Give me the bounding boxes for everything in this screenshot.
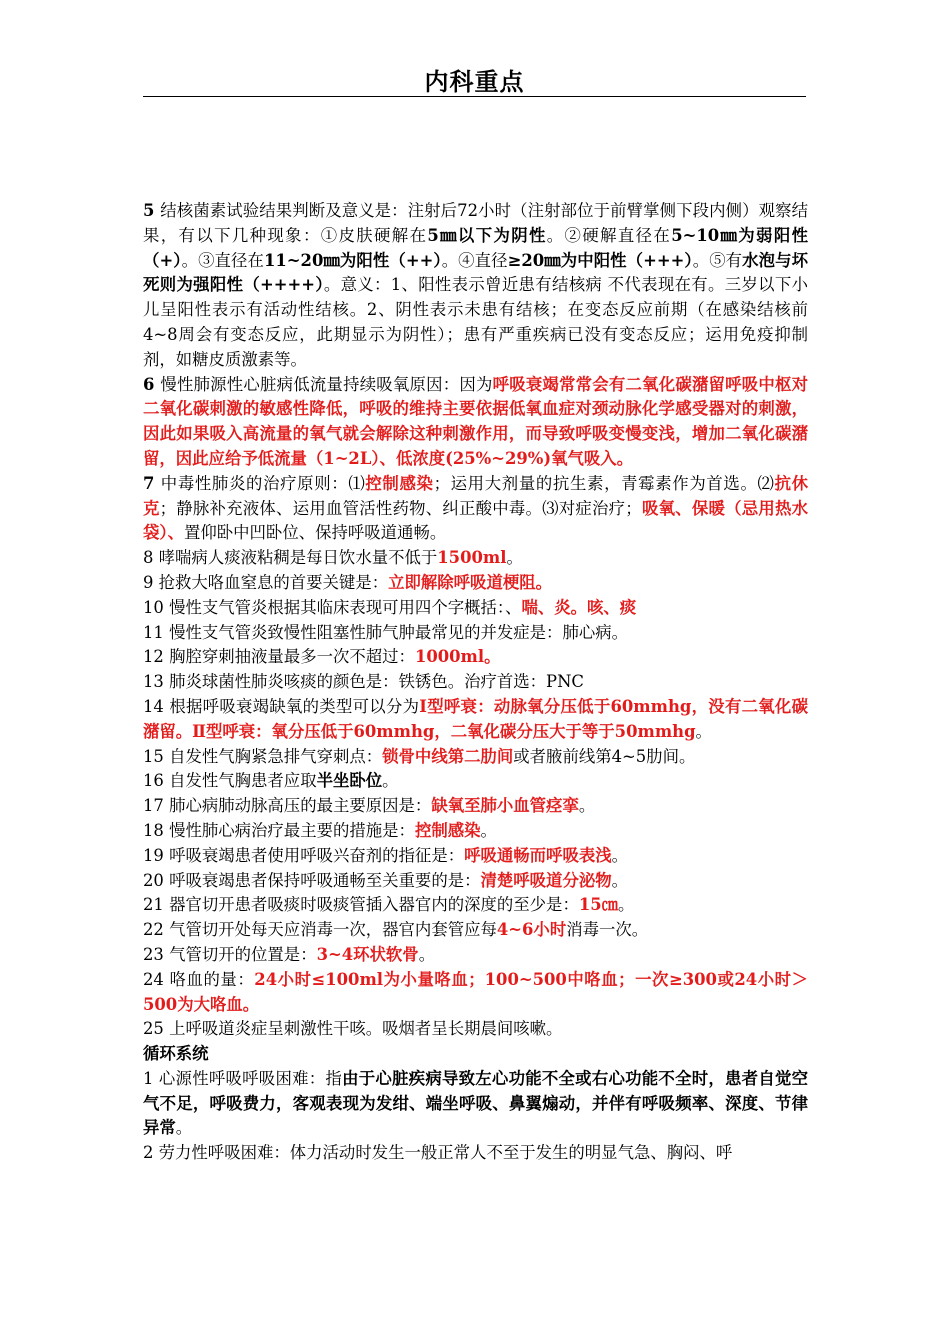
bold-text: 半坐卧位 (316, 771, 383, 791)
paragraph-text: 11 慢性支气管炎致慢性阻塞性肺气肿最常见的并发症是：肺心病。 (143, 622, 629, 642)
paragraph-text: 结核菌素试验结果判断及意义是：注射后72小时（注射部位于前臂掌侧下段内侧）观察结果，有以下几种现象：①皮肤硬解在 (143, 201, 808, 245)
paragraph-text: 。 (175, 1118, 193, 1138)
paragraph-text: 10 慢性支气管炎根据其临床表现可用四个字概括：、 (143, 597, 522, 617)
paragraph-text: 。 (578, 796, 596, 816)
bold-text: 5~10㎜为弱阳性（+） (143, 225, 808, 270)
paragraph-text: 消毒一次。 (566, 920, 649, 940)
paragraph-text: 12 胸腔穿刺抽液量最多一次不超过： (143, 647, 415, 667)
paragraph-text: 17 肺心病肺动脉高压的最主要原因是： (143, 796, 432, 816)
paragraph-text: 9 抢救大咯血窒息的首要关键是： (143, 572, 389, 592)
paragraph-text: 。 (618, 895, 635, 915)
paragraph (143, 1141, 808, 1166)
paragraph-text: 。 (480, 820, 497, 840)
bold-text: 由于心脏疾病导致左心功能不全或右心功能不全时，患者自觉空气不足，呼吸费力，客观表现为发绀、端坐呼吸、鼻翼煽动，并伴有呼吸频率、深度、节律异常 (143, 1068, 809, 1138)
highlighted-text: 抗休克 (143, 473, 809, 518)
bold-text: 6 (143, 374, 161, 394)
highlighted-text: 呼吸衰竭常常会有二氧化碳潴留呼吸中枢对二氧化碳刺激的敏感性降低，呼吸的维持主要依据低氧血症对颈动脉化学感受器对的刺激，因此如果吸入高流量的氧气就会解除这种刺激作用，而导致呼吸变慢变浅，增加二氧化碳潴留，因此应给予低流量（1~2L）、低浓度(25%~29%)氧气吸入。 (143, 374, 809, 468)
paragraph-text: 1 心源性呼吸呼吸困难：指 (143, 1068, 343, 1088)
paragraph (143, 819, 808, 844)
paragraph-text: 20 呼吸衰竭患者保持呼吸通畅至关重要的是： (143, 870, 481, 890)
bold-text: ≥20㎜为中阳性（+++） (507, 250, 693, 270)
bold-text: 5㎜以下为阴性 (427, 225, 547, 245)
paragraph-text: 。 (418, 944, 436, 964)
page-header (143, 58, 806, 97)
paragraph-text: 。 (611, 845, 629, 865)
paragraph-text: 15 自发性气胸紧急排气穿刺点： (143, 746, 383, 766)
page-title: 内科重点 (424, 68, 525, 96)
paragraph-text: 或者腋前线第4~5肋间。 (513, 746, 696, 766)
bold-text: 7 (143, 473, 161, 493)
paragraph-text: 25 上呼吸道炎症呈刺激性干咳。吸烟者呈长期晨间咳嗽。 (143, 1019, 563, 1039)
paragraph (143, 968, 808, 1018)
paragraph-text: 。③直径在 (181, 250, 264, 270)
document-body (143, 199, 808, 1166)
bold-text: 循环系统 (143, 1044, 209, 1064)
paragraph (143, 893, 808, 918)
paragraph-text: 。 (695, 721, 712, 741)
paragraph-text: 13 肺炎球菌性肺炎咳痰的颜色是：铁锈色。治疗首选：PNC (143, 672, 584, 692)
paragraph (143, 1042, 808, 1067)
highlighted-text: 喘、炎。咳、痰 (521, 597, 637, 617)
highlighted-text: 4~6小时 (496, 920, 567, 940)
highlighted-text: 吸氧、保暖（忌用热水袋）、 (143, 498, 809, 543)
paragraph (143, 1017, 808, 1042)
highlighted-text: 锁骨中线第二肋间 (382, 746, 514, 766)
paragraph (143, 199, 808, 373)
paragraph (143, 1067, 808, 1141)
paragraph (143, 869, 808, 894)
paragraph-text: 慢性肺源性心脏病低流量持续吸氧原因：因为 (160, 374, 493, 394)
paragraph (143, 571, 808, 596)
paragraph-text: 。 (506, 548, 523, 568)
highlighted-text: 24小时≤100ml为小量咯血；100~500中咯血；一次≥300或24小时＞500为大咯血。 (143, 969, 808, 1014)
paragraph-text: 2 劳力性呼吸困难：体力活动时发生一般正常人不至于发生的明显气急、胸闷、呼 (143, 1143, 733, 1163)
paragraph-text: 。②硬解直径在 (546, 225, 672, 245)
highlighted-text: 呼吸通畅而呼吸表浅 (464, 845, 612, 865)
highlighted-text: 15㎝ (578, 895, 619, 915)
highlighted-text: 立即解除呼吸道梗阻。 (388, 572, 553, 592)
paragraph (143, 943, 808, 968)
highlighted-text: 控制感染 (365, 473, 434, 493)
paragraph (143, 373, 808, 472)
paragraph (143, 621, 808, 646)
paragraph (143, 794, 808, 819)
paragraph (143, 695, 808, 745)
paragraph (143, 745, 808, 770)
paragraph-text: 。 (611, 870, 629, 890)
paragraph (143, 645, 808, 670)
paragraph-text: 置仰卧中凹卧位、保持呼吸道通畅。 (183, 523, 447, 543)
paragraph-text: 中毒性肺炎的治疗原则：⑴ (160, 473, 366, 493)
paragraph-text: ；静脉补充液体、运用血管活性药物、纠正酸中毒。⑶对症治疗； (159, 498, 642, 518)
paragraph-text: 24 咯血的量： (143, 969, 255, 989)
paragraph-text: 22 气管切开处每天应消毒一次，器官内套管应每 (143, 920, 497, 940)
paragraph-text: 23 气管切开的位置是： (143, 944, 317, 964)
highlighted-text: 3~4环状软骨 (316, 944, 419, 964)
paragraph-text: 。意义：1、阳性表示曾近患有结核病 不代表现在有。三岁以下小儿呈阳性表示有活动性结核。2、阴性表示未患有结核；在变态反应前期（在感染结核前4~8周会有变态反应，此期显示为阴性）；患有严重疾病已没有变态反应；运用免疫抑制剂，如糖皮质激素等。 (143, 275, 809, 369)
paragraph (143, 546, 808, 571)
paragraph-text: 21 器官切开患者吸痰时吸痰管插入器官内的深度的至少是： (143, 895, 579, 915)
paragraph (143, 844, 808, 869)
bold-text: 水泡与坏死则为强阳性（++++） (143, 250, 809, 295)
paragraph (143, 769, 808, 794)
paragraph-text: 18 慢性肺心病治疗最主要的措施是： (143, 820, 415, 840)
paragraph-text: 19 呼吸衰竭患者使用呼吸兴奋剂的指征是： (143, 845, 465, 865)
paragraph (143, 670, 808, 695)
highlighted-text: 1000ml。 (414, 647, 501, 667)
paragraph (143, 596, 808, 621)
paragraph-text: ；运用大剂量的抗生素，青霉素作为首选。⑵ (433, 473, 775, 493)
highlighted-text: 1500ml (437, 548, 507, 568)
highlighted-text: 缺氧至肺小血管痉挛 (431, 796, 579, 816)
paragraph (143, 472, 808, 546)
bold-text: 11~20㎜为阳性（++） (264, 250, 442, 270)
paragraph-text: 。 (382, 771, 399, 791)
paragraph-text: 。④直径 (441, 250, 508, 270)
paragraph-text: 8 哮喘病人痰液粘稠是每日饮水量不低于 (143, 548, 438, 568)
highlighted-text: Ⅰ型呼衰：动脉氧分压低于60mmhg，没有二氧化碳潴留。Ⅱ型呼衰：氧分压低于60mmhg，二氧化碳分压大于等于50mmhg (143, 696, 808, 741)
highlighted-text: 清楚呼吸道分泌物 (480, 870, 612, 890)
paragraph-text: 。⑤有 (692, 250, 743, 270)
bold-text: 5 (143, 201, 161, 220)
paragraph-text: 16 自发性气胸患者应取 (143, 771, 317, 791)
paragraph-text: 14 根据呼吸衰竭缺氧的类型可以分为 (143, 696, 420, 716)
highlighted-text: 控制感染 (414, 820, 481, 840)
paragraph (143, 918, 808, 943)
